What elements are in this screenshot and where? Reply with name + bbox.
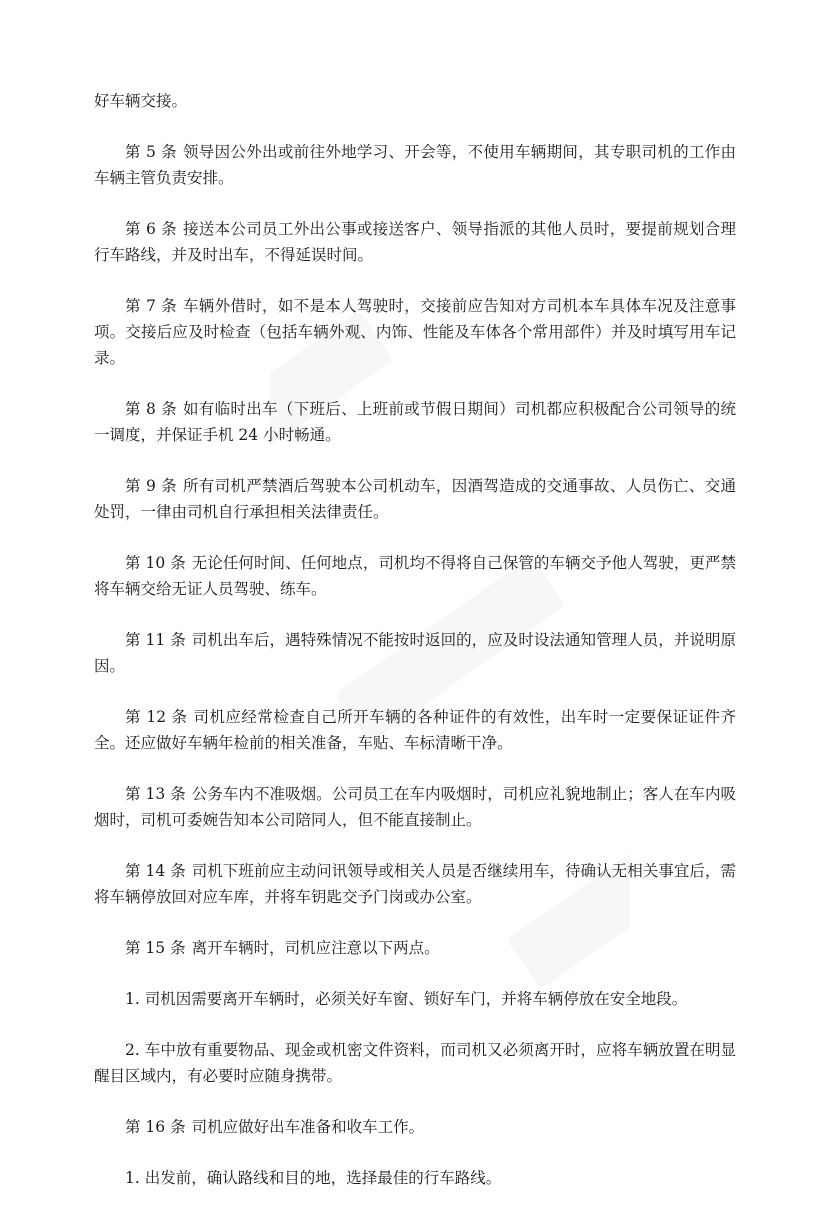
article-13 [94,781,736,833]
article-number: 第 13 条 [125,785,186,803]
article-text: 所有司机严禁酒后驾驶本公司机动车，因酒驾造成的交通事故、人员伤亡、交通处罚，一律由司机自行承担相关法律责任。 [94,477,736,521]
article-9 [94,473,736,525]
article-14 [94,858,736,910]
article-number: 第 14 条 [125,862,186,880]
article-number: 第 8 条 [125,400,177,418]
article-8 [94,396,736,448]
article-number: 第 10 条 [125,554,186,572]
article-number: 第 16 条 [125,1118,186,1136]
paragraph-continuation [94,88,736,114]
article-12 [94,704,736,756]
paragraph-text: 好车辆交接。 [94,92,188,110]
list-item-1 [94,1165,736,1191]
article-number: 第 12 条 [125,708,188,726]
article-number: 第 6 条 [125,220,177,238]
article-text: 公务车内不准吸烟。公司员工在车内吸烟时，司机应礼貌地制止；客人在车内吸烟时，司机可委婉告知本公司陪同人，但不能直接制止。 [94,785,736,829]
document-body [94,88,736,1216]
article-text: 司机下班前应主动问讯领导或相关人员是否继续用车，待确认无相关事宜后，需将车辆停放回对应车库，并将车钥匙交予门岗或办公室。 [94,862,736,906]
article-number: 第 15 条 [125,939,186,957]
article-number: 第 11 条 [125,631,186,649]
article-text: 领导因公外出或前往外地学习、开会等，不使用车辆期间，其专职司机的工作由车辆主管负责安排。 [94,143,736,187]
list-item-text: 1. 出发前，确认路线和目的地，选择最佳的行车路线。 [125,1169,502,1187]
list-item-text: 2. 车中放有重要物品、现金或机密文件资料，而司机又必须离开时，应将车辆放置在明显醒目区域内，有必要时应随身携带。 [94,1041,736,1085]
article-text: 离开车辆时，司机应注意以下两点。 [191,939,440,957]
article-7 [94,293,736,371]
article-10 [94,550,736,602]
article-text: 司机应经常检查自己所开车辆的各种证件的有效性，出车时一定要保证证件齐全。还应做好车辆年检前的相关准备，车贴、车标清晰干净。 [94,708,736,752]
list-item-text: 1. 司机因需要离开车辆时，必须关好车窗、锁好车门，并将车辆停放在安全地段。 [125,990,688,1008]
article-number: 第 5 条 [125,143,177,161]
article-number: 第 7 条 [125,297,177,315]
article-16 [94,1114,736,1140]
article-text: 车辆外借时，如不是本人驾驶时，交接前应告知对方司机本车具体车况及注意事项。交接后应及时检查（包括车辆外观、内饰、性能及车体各个常用部件）并及时填写用车记录。 [94,297,736,367]
list-item-1 [94,986,736,1012]
article-text: 如有临时出车（下班后、上班前或节假日期间）司机都应积极配合公司领导的统一调度，并保证手机 24 小时畅通。 [94,400,736,444]
article-number: 第 9 条 [125,477,177,495]
article-text: 无论任何时间、任何地点，司机均不得将自己保管的车辆交予他人驾驶，更严禁将车辆交给无证人员驾驶、练车。 [94,554,736,598]
article-text: 接送本公司员工外出公事或接送客户、领导指派的其他人员时，要提前规划合理行车路线，并及时出车，不得延误时间。 [94,220,736,264]
article-11 [94,627,736,679]
article-text: 司机应做好出车准备和收车工作。 [191,1118,425,1136]
article-5 [94,139,736,191]
article-15 [94,935,736,961]
article-text: 司机出车后，遇特殊情况不能按时返回的，应及时设法通知管理人员，并说明原因。 [94,631,736,675]
article-6 [94,216,736,268]
list-item-2 [94,1037,736,1089]
